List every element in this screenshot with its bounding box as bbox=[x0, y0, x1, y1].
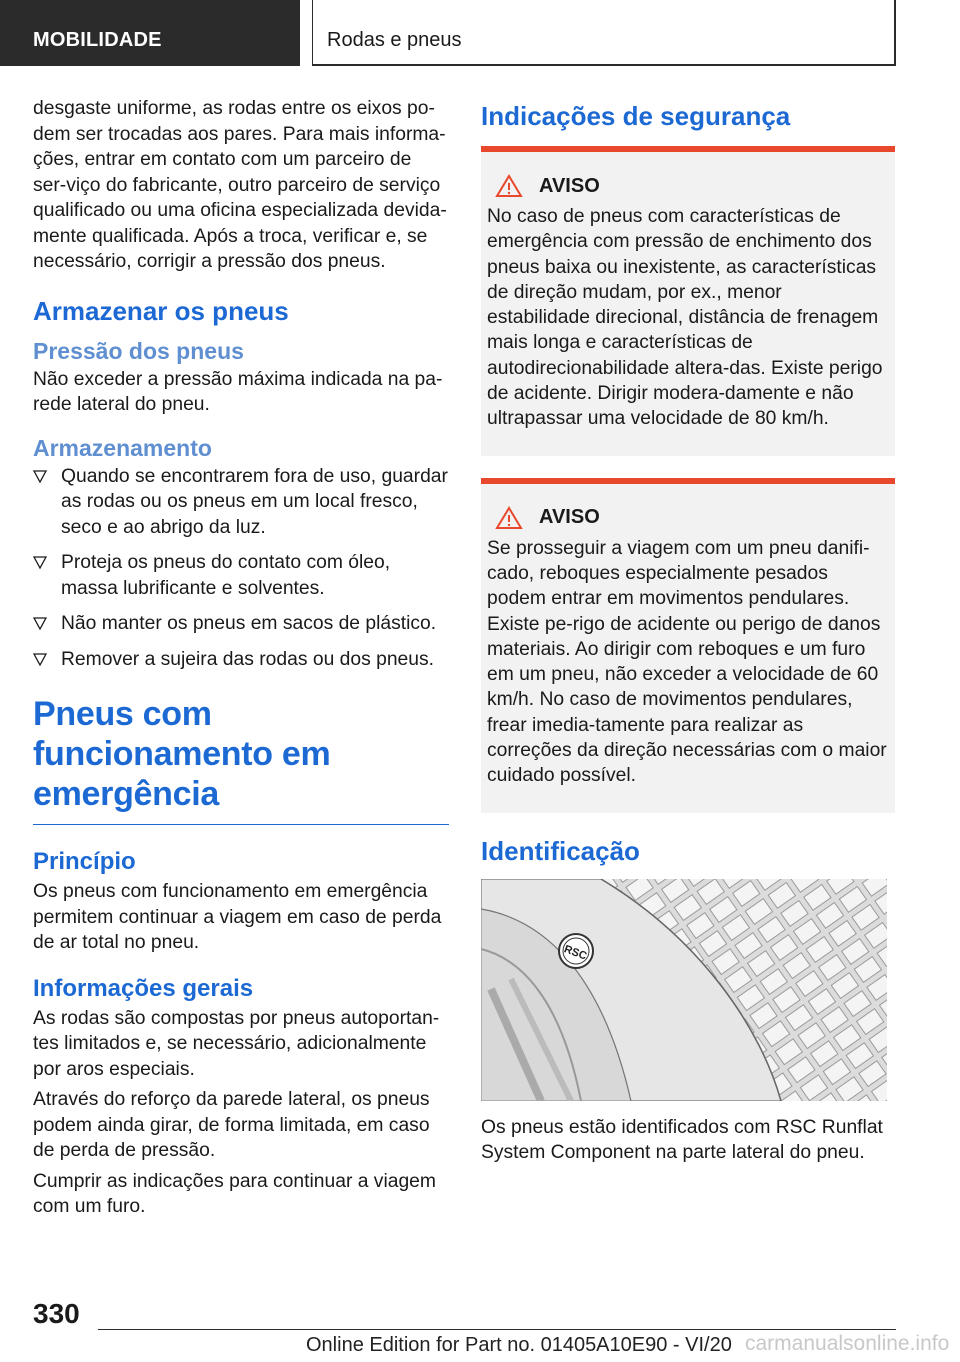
list-item bbox=[33, 464, 449, 541]
list-item bbox=[33, 550, 449, 601]
warning-triangle-icon bbox=[495, 174, 523, 198]
safety-heading: Indicações de segurança bbox=[481, 101, 791, 131]
rsc-emblem-text: RSC bbox=[562, 942, 589, 963]
store-tires-heading: Armazenar os pneus bbox=[33, 295, 289, 326]
tire-pressure-heading: Pressão dos pneus bbox=[33, 337, 244, 364]
list-item bbox=[33, 647, 449, 673]
right-column bbox=[481, 96, 895, 1171]
page-number: 330 bbox=[33, 1298, 80, 1329]
warning-title: AVISO bbox=[539, 174, 600, 197]
principle-text: Os pneus com funcionamento em emergência permitem continuar a viagem em caso de perda de ar total no pneu. bbox=[33, 881, 442, 953]
warning-triangle-icon bbox=[495, 506, 523, 530]
header-section-label: MOBILIDADE bbox=[0, 0, 300, 66]
warning-title: AVISO bbox=[539, 506, 600, 529]
triangle-bullet-icon bbox=[33, 556, 47, 570]
list-item-text: Remover a sujeira das rodas ou dos pneus. bbox=[61, 648, 434, 670]
identification-heading: Identificação bbox=[481, 835, 640, 866]
list-item-text: Quando se encontrarem fora de uso, guardar as rodas ou os pneus em um local fresco, seco e ao abrigo da luz. bbox=[61, 465, 448, 538]
storage-list bbox=[33, 464, 449, 673]
watermark-text: carmanualsonline.info bbox=[745, 1332, 950, 1355]
rsc-tire-illustration bbox=[481, 879, 887, 1101]
warning-text: No caso de pneus com características de emergência com pressão de enchimento dos pneus baixa ou inexistente, as características de direção mudam, por ex., menor estabilidade direcional, distância de frenagem mais longa e características de autodirecionabilidade altera-das. Existe perigo de acidente. Dirigir modera-damente e não ultrapassar uma velocidade de 80 km/h. bbox=[487, 206, 883, 430]
triangle-bullet-icon bbox=[33, 653, 47, 667]
warning-box bbox=[481, 146, 895, 456]
warning-box bbox=[481, 478, 895, 813]
general-info-text-2: Através do reforço da parede lateral, os pneus podem ainda girar, de forma limitada, em caso de perda de pressão. bbox=[33, 1089, 430, 1161]
identification-text: Os pneus estão identificados com RSC Runflat System Component na parte lateral do pneu. bbox=[481, 1116, 883, 1164]
general-info-text-1: As rodas são compostas por pneus autoportan-tes limitados e, se necessário, adicionalmente por aros especiais. bbox=[33, 1007, 440, 1080]
list-item-text: Proteja os pneus do contato com óleo, massa lubrificante e solventes. bbox=[61, 552, 391, 599]
footer-divider bbox=[98, 1329, 896, 1330]
triangle-bullet-icon bbox=[33, 617, 47, 631]
intro-paragraph: desgaste uniforme, as rodas entre os eixos po-dem ser trocadas aos pares. Para mais informa-ções, entrar em contato com um parceiro de ser-viço do fabricante, outro parceiro de serviço qualificado ou uma oficina especializada devida-mente qualificada. Após a troca, verificar e, se necessário, corrigir a pressão dos pneus. bbox=[33, 98, 447, 272]
storage-heading: Armazenamento bbox=[33, 434, 212, 461]
general-info-heading: Informações gerais bbox=[33, 974, 254, 1002]
general-info-text-3: Cumprir as indicações para continuar a viagem com um furo. bbox=[33, 1170, 436, 1217]
header-topic-label: Rodas e pneus bbox=[312, 0, 896, 66]
warning-text: Se prosseguir a viagem com um pneu danifi-cado, reboques especialmente pesados podem entrar em movimentos pendulares. Existe pe-rigo de acidente ou perigo de danos materiais. Ao dirigir com reboques e um furo em um pneu, não exceder a velocidade de 60 km/h. No caso de movimentos pendulares, frear imedia-tamente para realizar as correções da direção necessárias com o maior cuidado possível. bbox=[487, 537, 887, 787]
left-column bbox=[33, 96, 449, 1225]
list-item bbox=[33, 611, 449, 637]
footer-edition-text: Online Edition for Part no. 01405A10E90 - VI/20 bbox=[306, 1334, 732, 1356]
tire-pressure-text: Não exceder a pressão máxima indicada na pa-rede lateral do pneu. bbox=[33, 368, 443, 415]
list-item-text: Não manter os pneus em sacos de plástico. bbox=[61, 613, 437, 634]
runflat-heading: Pneus com funcionamento em emergência bbox=[33, 694, 449, 825]
principle-heading: Princípio bbox=[33, 848, 136, 875]
triangle-bullet-icon bbox=[33, 470, 47, 484]
